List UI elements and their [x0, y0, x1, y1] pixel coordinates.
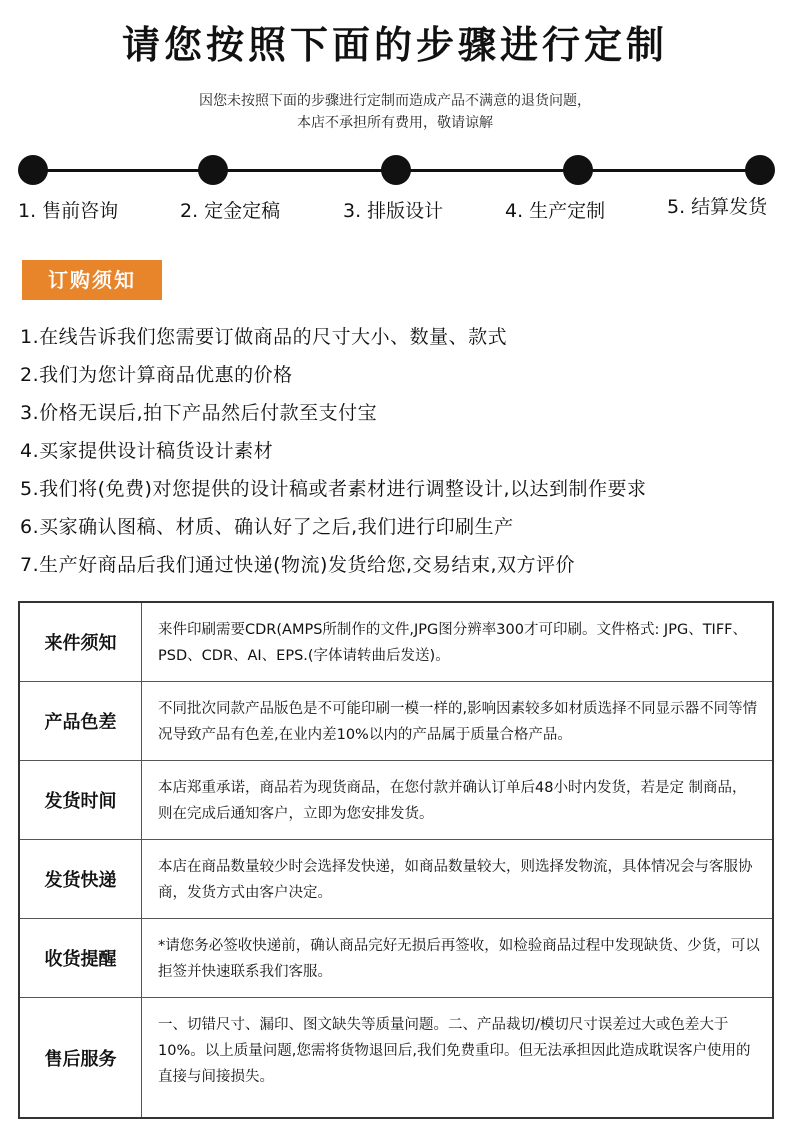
list-item: 1.在线告诉我们您需要订做商品的尺寸大小、数量、款式 — [20, 326, 508, 348]
row-heading: 收货提醒 — [20, 919, 142, 997]
table-row — [20, 998, 772, 1117]
row-heading: 售后服务 — [20, 998, 142, 1117]
row-text: 来件印刷需要CDR(AMPS所制作的文件,JPG图分辨率300才可印刷。文件格式: JPG、TIFF、PSD、CDR、AI、EPS.(字体请转曲后发送)。 — [158, 622, 748, 664]
step-3-dot — [381, 155, 411, 185]
row-text: 不同批次同款产品版色是不可能印刷一模一样的,影响因素较多如材质选择不同显示器不同等情况导致产品有色差,在业内差10%以内的产品属于质量合格产品。 — [158, 701, 758, 743]
notice-text — [0, 90, 790, 134]
table-row — [20, 761, 772, 840]
list-item: 7.生产好商品后我们通过快递(物流)发货给您,交易结束,双方评价 — [20, 554, 576, 576]
step-2-label: 2. 定金定稿 — [180, 200, 281, 222]
step-5-dot — [745, 155, 775, 185]
row-heading: 来件须知 — [20, 603, 142, 681]
table-row — [20, 603, 772, 682]
step-1-label: 1. 售前咨询 — [18, 200, 119, 222]
row-text: 本店在商品数量较少时会选择发快递，如商品数量较大，则选择发物流，具体情况会与客服协商，发货方式由客户决定。 — [158, 859, 753, 901]
row-text: 一、切错尺寸、漏印、图文缺失等质量问题。二、产品裁切/模切尺寸误差过大或色差大于10%。以上质量问题,您需将货物退回后,我们免费重印。但无法承担因此造成耽误客户使用的直接与间接损失。 — [158, 1017, 751, 1085]
step-1-dot — [18, 155, 48, 185]
step-2-dot — [198, 155, 228, 185]
notice-line-2: 本店不承担所有费用，敬请谅解 — [297, 115, 493, 131]
info-table — [18, 601, 774, 1119]
step-timeline — [0, 150, 790, 230]
row-text: 本店郑重承诺，商品若为现货商品，在您付款并确认订单后48小时内发货，若是定 制商品，则在完成后通知客户，立即为您安排发货。 — [158, 780, 747, 822]
list-item: 2.我们为您计算商品优惠的价格 — [20, 364, 293, 386]
row-text: *请您务必签收快递前，确认商品完好无损后再签收，如检验商品过程中发现缺货、少货，可以拒签并快速联系我们客服。 — [158, 938, 760, 980]
table-row — [20, 682, 772, 761]
step-4-dot — [563, 155, 593, 185]
table-row — [20, 919, 772, 998]
step-5-label: 5. 结算发货 — [667, 196, 768, 218]
row-heading: 发货快递 — [20, 840, 142, 918]
row-heading: 发货时间 — [20, 761, 142, 839]
order-notes-badge: 订购须知 — [22, 260, 162, 300]
page-title: 请您按照下面的步骤进行定制 — [121, 23, 668, 67]
list-item: 6.买家确认图稿、材质、确认好了之后,我们进行印刷生产 — [20, 516, 514, 538]
order-notes-list — [20, 318, 780, 584]
step-4-label: 4. 生产定制 — [505, 200, 606, 222]
list-item: 5.我们将(免费)对您提供的设计稿或者素材进行调整设计,以达到制作要求 — [20, 478, 647, 500]
list-item: 3.价格无误后,拍下产品然后付款至支付宝 — [20, 402, 378, 424]
step-3-label: 3. 排版设计 — [343, 200, 444, 222]
row-heading: 产品色差 — [20, 682, 142, 760]
notice-line-1: 因您未按照下面的步骤进行定制而造成产品不满意的退货问题， — [199, 93, 591, 109]
list-item: 4.买家提供设计稿货设计素材 — [20, 440, 274, 462]
table-row — [20, 840, 772, 919]
